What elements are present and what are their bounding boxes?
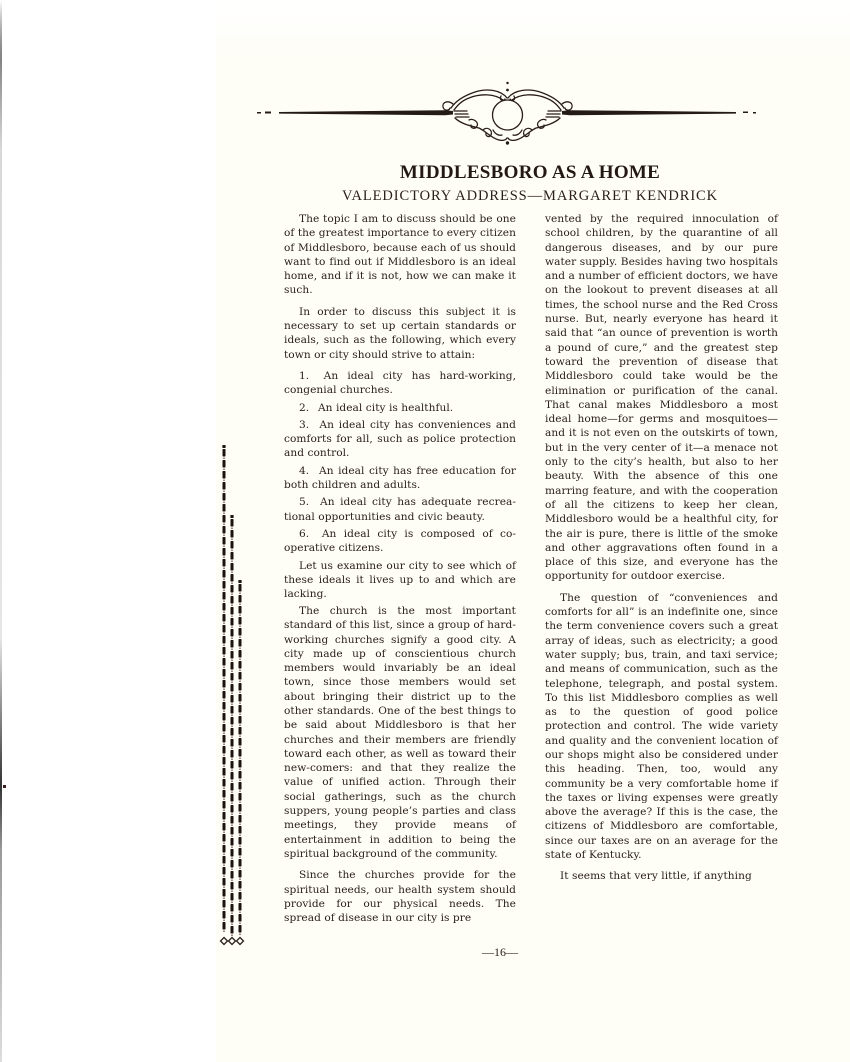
rule-dash [753,112,756,114]
chain-link [223,922,226,930]
chain-joint [231,836,233,837]
chain-link [223,790,226,798]
ornament-circle [493,100,523,130]
chain-joint [231,880,233,881]
chain-link [223,801,226,809]
chain-cap [238,580,241,583]
chain-link [239,584,242,592]
paragraph: In order to discuss this subject it is necessary to set up certain standards or ideals, such as the following, which every town or city should strive to attain: [284,305,516,361]
chain-link [231,607,234,615]
chain-joint [231,704,233,705]
chain-link [223,713,226,721]
chain-joint [223,524,225,525]
chain-joint [239,890,241,891]
chain-joint [223,920,225,921]
chain-joint [239,758,241,759]
chain-joint [231,781,233,782]
chain-joint [239,912,241,913]
rule-dash [265,112,271,114]
chain-link [239,738,242,746]
chain-joint [239,714,241,715]
chain-link [239,595,242,603]
ornament-dot [506,82,508,84]
chain-joint [231,572,233,573]
chain-link [239,617,242,625]
chain-link [223,724,226,732]
chain-joint [231,671,233,672]
chain-joint [239,725,241,726]
chain-link [231,816,234,824]
chain-link [223,889,226,897]
chain-cap [230,515,233,518]
chain-joint [223,623,225,624]
chain-link [231,750,234,758]
chain-link [239,892,242,900]
chain-link [231,882,234,890]
chain-link [231,805,234,813]
chain-joint [239,615,241,616]
chain-link [223,603,226,611]
chain-joint [239,648,241,649]
chain-joint [231,550,233,551]
chain-joint [223,557,225,558]
chain-link [223,581,226,589]
chain-link [223,471,226,479]
chain-joint [231,803,233,804]
chain-joint [231,605,233,606]
chain-link [239,606,242,614]
chain-link [239,694,242,702]
chain-link [231,849,234,857]
chain-link [223,812,226,820]
chain-link [223,823,226,831]
scroll-ornament-icon [255,80,760,146]
chain-joint [239,934,241,935]
chain-joint [239,879,241,880]
chain-link [239,760,242,768]
chain-joint [231,847,233,848]
chain-link [223,845,226,853]
chain-joint [223,766,225,767]
chain-joint [223,876,225,877]
list-item: 1. An ideal city has hard-working, congenial churches. [284,369,516,397]
chain-link [223,702,226,710]
chain-link [223,559,226,567]
chain-link [223,658,226,666]
chain-joint [231,737,233,738]
chain-link [231,574,234,582]
chain-link [223,482,226,490]
chain-link [231,662,234,670]
chain-joint [223,931,225,932]
chain-link [239,804,242,812]
chain-joint [231,682,233,683]
chain-link [231,541,234,549]
chain-joint [231,660,233,661]
chain-joint [231,583,233,584]
chain-link [231,893,234,901]
chain-link [223,625,226,633]
chain-link [223,636,226,644]
chain-joint [223,887,225,888]
chain-link [231,695,234,703]
chain-joint [223,777,225,778]
chain-link [231,772,234,780]
chain-link [223,735,226,743]
chain-link [231,651,234,659]
chain-diamond [229,938,236,945]
chain-diamond [237,938,244,945]
chain-link [223,878,226,886]
paragraph: Since the churches provide for the spiritual needs, our health system should provide for our physical needs. The spread of disease in our city is pre [284,869,516,925]
chain-link [223,493,226,501]
chain-link [223,691,226,699]
chain-link [231,728,234,736]
chain-joint [231,891,233,892]
chain-joint [239,659,241,660]
chain-joint [223,755,225,756]
chain-joint [239,824,241,825]
chain-joint [223,458,225,459]
chain-joint [231,561,233,562]
chain-joint [239,703,241,704]
chain-link [231,684,234,692]
chain-link [223,537,226,545]
chain-joint [239,835,241,836]
chain-joint [231,638,233,639]
chain-joint [223,502,225,503]
chain-joint [231,814,233,815]
chain-joint [239,747,241,748]
chain-link [231,827,234,835]
chain-joint [223,832,225,833]
chain-joint [223,656,225,657]
paragraph: The topic I am to discuss should be one of the greatest importance to every citizen of Middlesboro, because each of us should want to find out if Middlesboro is an ideal home, and if it is not, how we can make it such. [284,213,516,297]
chain-joint [223,821,225,822]
chain-link [239,639,242,647]
chain-border-icon [215,440,245,950]
chain-link [239,848,242,856]
chain-link [239,914,242,922]
chain-link [223,614,226,622]
chain-joint [239,593,241,594]
chain-joint [223,744,225,745]
chain-link [231,761,234,769]
article-subtitle: VALEDICTORY ADDRESS—MARGARET KENDRICK [342,188,718,204]
paragraph: Let us examine our city to see which of these ideals it lives up to and which are lacking. [284,559,516,601]
chain-link [239,628,242,636]
chain-link [223,504,226,512]
page-top-fade [0,0,850,60]
chain-link [231,860,234,868]
chain-joint [239,846,241,847]
chain-link [239,881,242,889]
chain-joint [239,923,241,924]
chain-link [239,815,242,823]
list-item: 5. An ideal city has adequate recreational opportunities and civic beauty. [284,496,516,523]
list-item: 2. An ideal city is healthful. [299,401,454,414]
chain-joint [231,825,233,826]
chain-link [231,563,234,571]
paragraph: The church is the most important standard of this list, since a group of hard-working churches signify a good city. A city made up of conscientious church members would invariably be an ideal town, since those members would set about bringing their district up to the other standards. One of the best things to be said about Middlesboro is that her churches and their members are friendly toward each other, as well as toward their new-comers: and that they realize the value of unified action. Through their social gatherings, such as the church suppers, young people’s parties and class meetings, they provide means of entertainment in addition to being the spiritual background of the community. [284,604,516,860]
chain-link [239,661,242,669]
chain-joint [231,869,233,870]
chain-joint [223,898,225,899]
chain-joint [223,645,225,646]
chain-link [231,739,234,747]
chain-joint [239,692,241,693]
chain-link [239,749,242,757]
chain-joint [239,868,241,869]
chain-joint [231,539,233,540]
chain-joint [231,858,233,859]
chain-link [231,618,234,626]
chain-joint [223,909,225,910]
chain-link [231,783,234,791]
chain-link [223,867,226,875]
list-item: 4. An ideal city has free education for both children and adults. [284,464,516,492]
chain-joint [223,788,225,789]
chain-joint [239,780,241,781]
chain-link [223,548,226,556]
chain-link [223,900,226,908]
chain-joint [239,802,241,803]
chain-link [223,834,226,842]
tapered-rule-left [279,110,453,115]
chain-link [223,460,226,468]
chain-link [231,926,234,934]
chain-joint [223,865,225,866]
chain-link [231,585,234,593]
paragraph: The question of “conveniences and comforts for all” is an indefinite one, since the term convenience covers such a great array of ideas, such as electricity; a good water supply; bus, train, and taxi service; and means of communication, such as the telephone, telegraph, and postal system. To this list Middlesboro complies as well as to the question of good police protection and control. The wide variety and quality and the convenient location of our shops might also be considered under this heading. Then, too, would any community be a very comfortable home if the taxes or living expenses were greatly above the average? If this is the case, the citizens of Middlesboro are comfortable, since our taxes are on an average for the state of Kentucky. [545,591,778,862]
chain-joint [231,770,233,771]
chain-joint [231,935,233,936]
chain-joint [223,491,225,492]
article-title: MIDDLESBORO AS A HOME [399,162,661,183]
chain-cap [222,445,225,448]
rule-dash [257,112,261,114]
chain-joint [231,594,233,595]
chain-link [223,768,226,776]
chain-link [223,526,226,534]
chain-link [231,904,234,912]
tapered-rule-right [562,110,736,115]
scan-speck [3,785,6,788]
chain-joint [231,902,233,903]
right-column [545,212,778,886]
chain-joint [231,528,233,529]
chain-link [239,727,242,735]
chain-joint [223,535,225,536]
chain-joint [239,901,241,902]
chain-joint [231,649,233,650]
chain-link [231,552,234,560]
chain-joint [231,726,233,727]
chain-joint [223,469,225,470]
chain-joint [231,759,233,760]
chain-link [239,793,242,801]
chain-joint [231,693,233,694]
page-number: —16— [482,945,518,959]
chain-link [239,771,242,779]
chain-joint [239,626,241,627]
chain-joint [223,799,225,800]
chain-joint [223,733,225,734]
chain-link [239,672,242,680]
chain-joint [231,792,233,793]
paragraph: It seems that very little, if anything [560,870,752,883]
chain-joint [223,579,225,580]
chain-joint [223,722,225,723]
chain-link [231,838,234,846]
chain-link [239,826,242,834]
chain-link [231,706,234,714]
list-item: 6. An ideal city is composed of cooperative citizens. [284,527,516,555]
chain-joint [223,810,225,811]
chain-link [231,530,234,538]
chain-link [223,570,226,578]
chain-link [223,856,226,864]
paragraph: vented by the required innoculation of school children, by the quarantine of all dangerous diseases, and by our pure water supply. Besides having two hospitals and a number of efficient doctors, we have on the lookout to prevent diseases at all times, the school nurse and the Red Cross nurse. But, nearly everyone has heard it said that “an ounce of prevention is worth a pound of cure,” and the greatest step toward the prevention of disease that Middlesboro could take would be the elimination or purification of the canal. That canal makes Middlesboro a most ideal home—for germs and mosquitoes—and it is not even on the outskirts of town, but in the very center of it—a menace not only to the city’s health, but also to her beauty. With the absence of this one marring feature, and with the cooperation of all the citizens to keep her clean, Middlesboro would be a healthful city, for the air is pure, there is little of the smoke and other aggravations often found in a place of this size, and everyone has the opportunity for outdoor exercise. [545,213,778,583]
chain-joint [239,604,241,605]
chain-link [223,680,226,688]
chain-joint [239,681,241,682]
chain-link [231,915,234,923]
chain-link [223,647,226,655]
chain-joint [223,480,225,481]
chain-joint [223,700,225,701]
page-margin-strip [2,0,216,1062]
chain-joint [223,601,225,602]
chain-link [231,640,234,648]
chain-link [239,650,242,658]
chain-joint [231,616,233,617]
chain-link [239,903,242,911]
chain-link [223,592,226,600]
chain-joint [223,678,225,679]
chain-joint [223,568,225,569]
chain-joint [239,637,241,638]
chain-joint [223,612,225,613]
chain-joint [223,634,225,635]
chain-joint [231,913,233,914]
chain-joint [231,748,233,749]
ornament-dot [506,89,509,92]
chain-link [223,449,226,457]
chain-joint [231,924,233,925]
ornament-dot [506,141,509,144]
rule-dash [743,112,748,114]
chain-link [231,871,234,879]
chain-joint [239,736,241,737]
chain-link [239,716,242,724]
chain-link [231,673,234,681]
chain-link [239,837,242,845]
chain-link [223,911,226,919]
chain-joint [223,854,225,855]
left-column [284,212,516,928]
chain-link [223,757,226,765]
chain-link [231,629,234,637]
chain-link [223,515,226,523]
chain-link [231,596,234,604]
chain-link [223,746,226,754]
chain-link [239,705,242,713]
chain-joint [239,769,241,770]
chain-link [239,870,242,878]
chain-joint [239,857,241,858]
chain-joint [223,843,225,844]
chain-joint [223,667,225,668]
chain-joint [223,711,225,712]
chain-link [239,683,242,691]
chain-link [223,669,226,677]
chain-joint [223,546,225,547]
chain-joint [239,813,241,814]
chain-diamond [221,938,228,945]
chain-link [231,717,234,725]
chain-link [231,519,234,527]
chain-joint [239,670,241,671]
chain-link [239,782,242,790]
chain-joint [239,791,241,792]
chain-link [223,779,226,787]
chain-joint [223,513,225,514]
chain-link [231,794,234,802]
chain-joint [231,715,233,716]
chain-joint [223,590,225,591]
chain-joint [231,627,233,628]
chain-joint [223,689,225,690]
chain-link [239,859,242,867]
list-item: 3. An ideal city has conveniences and comforts for all, such as police protection and control. [284,418,516,460]
chain-link [239,925,242,933]
